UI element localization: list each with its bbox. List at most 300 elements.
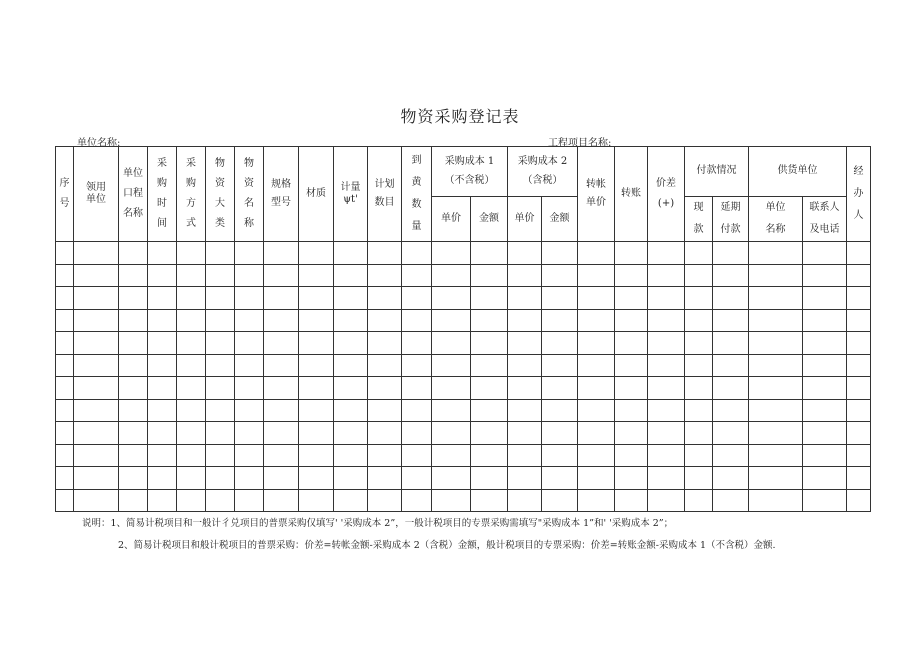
- table-cell[interactable]: [299, 489, 334, 512]
- table-cell[interactable]: [847, 444, 871, 467]
- table-row: [56, 309, 871, 332]
- table-cell[interactable]: [615, 467, 648, 490]
- table-cell[interactable]: [264, 399, 299, 422]
- table-cell[interactable]: [685, 309, 713, 332]
- table-cell[interactable]: [334, 354, 368, 377]
- table-cell[interactable]: [432, 422, 471, 445]
- table-cell[interactable]: [648, 444, 685, 467]
- table-cell[interactable]: [264, 287, 299, 310]
- table-cell[interactable]: [74, 264, 119, 287]
- table-cell[interactable]: [578, 489, 615, 512]
- table-cell[interactable]: [74, 399, 119, 422]
- table-cell[interactable]: [685, 332, 713, 355]
- table-cell[interactable]: [578, 399, 615, 422]
- table-cell[interactable]: [685, 467, 713, 490]
- table-cell[interactable]: [648, 332, 685, 355]
- table-cell[interactable]: [177, 287, 206, 310]
- table-cell[interactable]: [471, 264, 508, 287]
- header-payment: 付款情况: [685, 147, 749, 197]
- table-cell[interactable]: [148, 332, 177, 355]
- table-cell[interactable]: [119, 489, 148, 512]
- table-cell[interactable]: [685, 444, 713, 467]
- table-cell[interactable]: [206, 332, 235, 355]
- table-cell[interactable]: [542, 444, 578, 467]
- table-cell[interactable]: [749, 287, 803, 310]
- table-cell[interactable]: [508, 489, 542, 512]
- table-cell[interactable]: [177, 242, 206, 265]
- table-cell[interactable]: [119, 422, 148, 445]
- table-cell[interactable]: [148, 377, 177, 400]
- table-cell[interactable]: [749, 309, 803, 332]
- table-cell[interactable]: [119, 399, 148, 422]
- table-cell[interactable]: [56, 444, 74, 467]
- table-cell[interactable]: [803, 377, 847, 400]
- table-cell[interactable]: [803, 332, 847, 355]
- table-cell[interactable]: [578, 377, 615, 400]
- table-cell[interactable]: [615, 287, 648, 310]
- table-cell[interactable]: [432, 264, 471, 287]
- table-cell[interactable]: [471, 399, 508, 422]
- table-cell[interactable]: [334, 444, 368, 467]
- table-cell[interactable]: [148, 422, 177, 445]
- table-cell[interactable]: [177, 377, 206, 400]
- table-cell[interactable]: [299, 444, 334, 467]
- table-cell[interactable]: [713, 309, 749, 332]
- table-cell[interactable]: [74, 377, 119, 400]
- table-cell[interactable]: [368, 422, 402, 445]
- table-cell[interactable]: [264, 422, 299, 445]
- table-cell[interactable]: [206, 467, 235, 490]
- table-cell[interactable]: [148, 354, 177, 377]
- table-cell[interactable]: [74, 309, 119, 332]
- table-cell[interactable]: [471, 444, 508, 467]
- table-cell[interactable]: [264, 377, 299, 400]
- table-cell[interactable]: [578, 264, 615, 287]
- table-cell[interactable]: [578, 467, 615, 490]
- table-cell[interactable]: [847, 264, 871, 287]
- table-cell[interactable]: [578, 242, 615, 265]
- table-cell[interactable]: [615, 332, 648, 355]
- table-cell[interactable]: [334, 399, 368, 422]
- table-cell[interactable]: [471, 422, 508, 445]
- table-cell[interactable]: [803, 444, 847, 467]
- table-cell[interactable]: [368, 332, 402, 355]
- table-cell[interactable]: [56, 332, 74, 355]
- table-cell[interactable]: [471, 309, 508, 332]
- table-cell[interactable]: [264, 264, 299, 287]
- table-cell[interactable]: [648, 354, 685, 377]
- table-cell[interactable]: [368, 354, 402, 377]
- table-cell[interactable]: [334, 467, 368, 490]
- header-unit-project: 单位口程名称: [119, 147, 148, 242]
- table-cell[interactable]: [648, 242, 685, 265]
- table-cell[interactable]: [402, 444, 432, 467]
- table-cell[interactable]: [648, 422, 685, 445]
- table-cell[interactable]: [56, 467, 74, 490]
- table-cell[interactable]: [368, 264, 402, 287]
- table-cell[interactable]: [713, 287, 749, 310]
- table-cell[interactable]: [299, 287, 334, 310]
- table-cell[interactable]: [334, 264, 368, 287]
- table-cell[interactable]: [402, 354, 432, 377]
- table-cell[interactable]: [471, 489, 508, 512]
- table-cell[interactable]: [749, 242, 803, 265]
- table-cell[interactable]: [615, 489, 648, 512]
- table-cell[interactable]: [508, 354, 542, 377]
- table-cell[interactable]: [402, 287, 432, 310]
- table-cell[interactable]: [368, 399, 402, 422]
- table-cell[interactable]: [471, 377, 508, 400]
- table-cell[interactable]: [177, 422, 206, 445]
- table-cell[interactable]: [402, 264, 432, 287]
- table-cell[interactable]: [749, 422, 803, 445]
- table-cell[interactable]: [432, 489, 471, 512]
- table-cell[interactable]: [803, 242, 847, 265]
- table-cell[interactable]: [713, 354, 749, 377]
- table-cell[interactable]: [847, 332, 871, 355]
- table-cell[interactable]: [177, 354, 206, 377]
- table-cell[interactable]: [847, 287, 871, 310]
- table-cell[interactable]: [299, 332, 334, 355]
- table-cell[interactable]: [334, 309, 368, 332]
- table-cell[interactable]: [148, 309, 177, 332]
- table-cell[interactable]: [615, 377, 648, 400]
- table-cell[interactable]: [299, 422, 334, 445]
- table-cell[interactable]: [119, 309, 148, 332]
- table-cell[interactable]: [713, 399, 749, 422]
- table-cell[interactable]: [402, 467, 432, 490]
- table-cell[interactable]: [471, 242, 508, 265]
- table-cell[interactable]: [432, 287, 471, 310]
- table-cell[interactable]: [648, 309, 685, 332]
- table-cell[interactable]: [685, 354, 713, 377]
- table-cell[interactable]: [235, 467, 264, 490]
- table-cell[interactable]: [432, 377, 471, 400]
- table-cell[interactable]: [334, 332, 368, 355]
- table-cell[interactable]: [334, 422, 368, 445]
- table-cell[interactable]: [148, 489, 177, 512]
- table-cell[interactable]: [648, 489, 685, 512]
- table-cell[interactable]: [615, 399, 648, 422]
- header-cost1-unit-price: 单价: [432, 197, 471, 242]
- table-cell[interactable]: [402, 332, 432, 355]
- table-cell[interactable]: [615, 242, 648, 265]
- table-cell[interactable]: [648, 467, 685, 490]
- table-cell[interactable]: [847, 467, 871, 490]
- table-cell[interactable]: [803, 399, 847, 422]
- table-cell[interactable]: [368, 377, 402, 400]
- table-cell[interactable]: [542, 489, 578, 512]
- table-cell[interactable]: [206, 309, 235, 332]
- table-cell[interactable]: [402, 489, 432, 512]
- table-cell[interactable]: [56, 354, 74, 377]
- table-cell[interactable]: [803, 422, 847, 445]
- table-cell[interactable]: [368, 489, 402, 512]
- table-cell[interactable]: [264, 489, 299, 512]
- table-cell[interactable]: [334, 489, 368, 512]
- cost2-title: 采购成本 2: [517, 156, 568, 167]
- table-cell[interactable]: [235, 444, 264, 467]
- table-cell[interactable]: [713, 377, 749, 400]
- table-cell[interactable]: [235, 354, 264, 377]
- table-cell[interactable]: [368, 287, 402, 310]
- table-cell[interactable]: [648, 377, 685, 400]
- table-cell[interactable]: [299, 354, 334, 377]
- table-cell[interactable]: [685, 287, 713, 310]
- table-cell[interactable]: [74, 354, 119, 377]
- table-cell[interactable]: [264, 309, 299, 332]
- table-cell[interactable]: [542, 422, 578, 445]
- table-cell[interactable]: [615, 354, 648, 377]
- table-cell[interactable]: [615, 444, 648, 467]
- table-cell[interactable]: [542, 399, 578, 422]
- table-cell[interactable]: [148, 242, 177, 265]
- table-cell[interactable]: [368, 444, 402, 467]
- table-cell[interactable]: [542, 242, 578, 265]
- table-cell[interactable]: [235, 332, 264, 355]
- table-cell[interactable]: [749, 377, 803, 400]
- table-cell[interactable]: [803, 309, 847, 332]
- table-cell[interactable]: [508, 467, 542, 490]
- table-cell[interactable]: [334, 287, 368, 310]
- table-cell[interactable]: [432, 309, 471, 332]
- table-cell[interactable]: [368, 309, 402, 332]
- table-cell[interactable]: [264, 354, 299, 377]
- table-cell[interactable]: [803, 467, 847, 490]
- table-cell[interactable]: [542, 264, 578, 287]
- table-cell[interactable]: [119, 354, 148, 377]
- table-cell[interactable]: [299, 309, 334, 332]
- table-cell[interactable]: [56, 422, 74, 445]
- table-cell[interactable]: [749, 264, 803, 287]
- table-cell[interactable]: [264, 444, 299, 467]
- table-cell[interactable]: [803, 264, 847, 287]
- table-cell[interactable]: [206, 422, 235, 445]
- table-cell[interactable]: [432, 444, 471, 467]
- table-cell[interactable]: [148, 399, 177, 422]
- table-cell[interactable]: [713, 242, 749, 265]
- table-cell[interactable]: [578, 422, 615, 445]
- table-cell[interactable]: [402, 242, 432, 265]
- table-cell[interactable]: [177, 489, 206, 512]
- table-cell[interactable]: [847, 309, 871, 332]
- table-cell[interactable]: [508, 287, 542, 310]
- table-cell[interactable]: [578, 287, 615, 310]
- table-cell[interactable]: [206, 489, 235, 512]
- table-cell[interactable]: [578, 444, 615, 467]
- header-purchase-time: 采购时间: [148, 147, 177, 242]
- table-cell[interactable]: [119, 467, 148, 490]
- table-cell[interactable]: [264, 332, 299, 355]
- table-cell[interactable]: [56, 242, 74, 265]
- table-cell[interactable]: [148, 287, 177, 310]
- table-cell[interactable]: [713, 467, 749, 490]
- table-row: [56, 377, 871, 400]
- table-cell[interactable]: [685, 377, 713, 400]
- table-cell[interactable]: [685, 489, 713, 512]
- table-cell[interactable]: [334, 242, 368, 265]
- table-cell[interactable]: [542, 309, 578, 332]
- table-cell[interactable]: [402, 309, 432, 332]
- table-cell[interactable]: [615, 422, 648, 445]
- table-cell[interactable]: [432, 354, 471, 377]
- table-row: [56, 489, 871, 512]
- table-cell[interactable]: [713, 332, 749, 355]
- table-cell[interactable]: [749, 399, 803, 422]
- table-cell[interactable]: [119, 242, 148, 265]
- table-cell[interactable]: [206, 377, 235, 400]
- table-cell[interactable]: [206, 444, 235, 467]
- table-cell[interactable]: [177, 332, 206, 355]
- table-cell[interactable]: [177, 467, 206, 490]
- table-cell[interactable]: [508, 444, 542, 467]
- header-price-diff: 价差 (+): [648, 147, 685, 242]
- table-cell[interactable]: [471, 287, 508, 310]
- table-cell[interactable]: [148, 467, 177, 490]
- table-cell[interactable]: [206, 287, 235, 310]
- table-cell[interactable]: [119, 264, 148, 287]
- table-cell[interactable]: [235, 489, 264, 512]
- table-cell[interactable]: [299, 242, 334, 265]
- table-cell[interactable]: [74, 467, 119, 490]
- table-cell[interactable]: [432, 467, 471, 490]
- table-cell[interactable]: [177, 309, 206, 332]
- table-cell[interactable]: [235, 264, 264, 287]
- table-cell[interactable]: [74, 444, 119, 467]
- table-cell[interactable]: [803, 287, 847, 310]
- table-cell[interactable]: [648, 264, 685, 287]
- table-cell[interactable]: [471, 332, 508, 355]
- table-cell[interactable]: [578, 309, 615, 332]
- table-cell[interactable]: [803, 354, 847, 377]
- table-cell[interactable]: [685, 242, 713, 265]
- table-cell[interactable]: [74, 422, 119, 445]
- table-cell[interactable]: [713, 444, 749, 467]
- table-cell[interactable]: [432, 242, 471, 265]
- purchase-register-table: [55, 146, 871, 512]
- table-cell[interactable]: [119, 287, 148, 310]
- table-cell[interactable]: [264, 242, 299, 265]
- table-cell[interactable]: [508, 422, 542, 445]
- table-cell[interactable]: [148, 444, 177, 467]
- table-cell[interactable]: [235, 422, 264, 445]
- table-cell[interactable]: [206, 399, 235, 422]
- table-cell[interactable]: [471, 354, 508, 377]
- table-cell[interactable]: [713, 489, 749, 512]
- table-cell[interactable]: [685, 422, 713, 445]
- table-cell[interactable]: [685, 399, 713, 422]
- table-cell[interactable]: [847, 377, 871, 400]
- table-cell[interactable]: [847, 399, 871, 422]
- table-cell[interactable]: [299, 467, 334, 490]
- table-cell[interactable]: [177, 444, 206, 467]
- table-cell[interactable]: [685, 264, 713, 287]
- table-cell[interactable]: [542, 287, 578, 310]
- table-cell[interactable]: [334, 377, 368, 400]
- table-cell[interactable]: [56, 399, 74, 422]
- table-cell[interactable]: [299, 377, 334, 400]
- header-contact: 联系人及电话: [803, 197, 847, 242]
- table-cell[interactable]: [177, 399, 206, 422]
- table-cell[interactable]: [206, 354, 235, 377]
- table-cell[interactable]: [235, 242, 264, 265]
- table-cell[interactable]: [713, 422, 749, 445]
- table-cell[interactable]: [148, 264, 177, 287]
- table-cell[interactable]: [508, 309, 542, 332]
- table-cell[interactable]: [542, 467, 578, 490]
- table-cell[interactable]: [206, 242, 235, 265]
- table-cell[interactable]: [56, 309, 74, 332]
- table-cell[interactable]: [74, 332, 119, 355]
- table-cell[interactable]: [74, 489, 119, 512]
- table-cell[interactable]: [402, 399, 432, 422]
- table-cell[interactable]: [56, 287, 74, 310]
- table-cell[interactable]: [847, 354, 871, 377]
- table-cell[interactable]: [402, 422, 432, 445]
- table-cell[interactable]: [749, 332, 803, 355]
- table-cell[interactable]: [847, 242, 871, 265]
- page-title: 物资采购登记表: [400, 107, 520, 126]
- table-cell[interactable]: [56, 264, 74, 287]
- table-cell[interactable]: [368, 242, 402, 265]
- table-cell[interactable]: [615, 309, 648, 332]
- table-cell[interactable]: [235, 377, 264, 400]
- table-cell[interactable]: [508, 377, 542, 400]
- table-cell[interactable]: [264, 467, 299, 490]
- table-cell[interactable]: [508, 332, 542, 355]
- table-cell[interactable]: [368, 467, 402, 490]
- table-cell[interactable]: [615, 264, 648, 287]
- table-cell[interactable]: [847, 422, 871, 445]
- table-cell[interactable]: [74, 242, 119, 265]
- table-cell[interactable]: [508, 242, 542, 265]
- table-cell[interactable]: [749, 444, 803, 467]
- table-cell[interactable]: [119, 377, 148, 400]
- table-cell[interactable]: [177, 264, 206, 287]
- table-cell[interactable]: [542, 332, 578, 355]
- table-cell[interactable]: [235, 399, 264, 422]
- table-cell[interactable]: [119, 444, 148, 467]
- table-cell[interactable]: [648, 399, 685, 422]
- table-cell[interactable]: [803, 489, 847, 512]
- table-cell[interactable]: [299, 264, 334, 287]
- table-cell[interactable]: [578, 354, 615, 377]
- table-cell[interactable]: [542, 377, 578, 400]
- table-cell[interactable]: [235, 309, 264, 332]
- table-cell[interactable]: [119, 332, 148, 355]
- table-cell[interactable]: [713, 264, 749, 287]
- table-cell[interactable]: [648, 287, 685, 310]
- table-cell[interactable]: [235, 287, 264, 310]
- table-cell[interactable]: [74, 287, 119, 310]
- table-cell[interactable]: [206, 264, 235, 287]
- table-cell[interactable]: [299, 399, 334, 422]
- table-cell[interactable]: [749, 354, 803, 377]
- table-cell[interactable]: [749, 489, 803, 512]
- table-cell[interactable]: [56, 489, 74, 512]
- table-cell[interactable]: [432, 399, 471, 422]
- table-cell[interactable]: [56, 377, 74, 400]
- table-cell[interactable]: [471, 467, 508, 490]
- table-cell[interactable]: [508, 264, 542, 287]
- table-cell[interactable]: [847, 489, 871, 512]
- table-cell[interactable]: [749, 467, 803, 490]
- table-cell[interactable]: [578, 332, 615, 355]
- table-cell[interactable]: [432, 332, 471, 355]
- table-cell[interactable]: [508, 399, 542, 422]
- table-cell[interactable]: [542, 354, 578, 377]
- table-cell[interactable]: [402, 377, 432, 400]
